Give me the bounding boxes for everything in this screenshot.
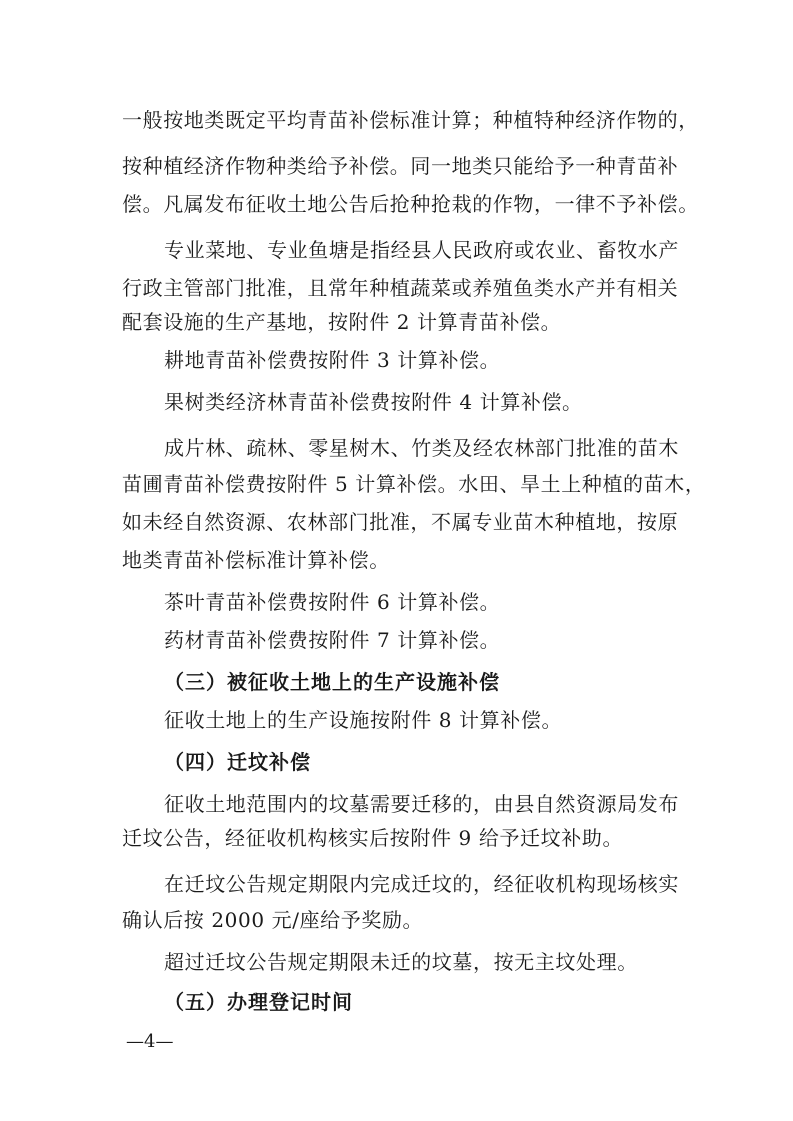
body-text-line: 确认后按 2000 元/座给予奖励。 xyxy=(122,908,424,932)
body-text-line: 偿。凡属发布征收土地公告后抢种抢栽的作物，一律不予补偿。 xyxy=(122,192,699,216)
body-text-line: 迁坟公告，经征收机构核实后按附件 9 给予迁坟补助。 xyxy=(122,826,624,850)
body-text-line: 配套设施的生产基地，按附件 2 计算青苗补偿。 xyxy=(122,310,562,334)
body-text-line: 地类青苗补偿标准计算补偿。 xyxy=(122,548,390,572)
body-text-line: 超过迁坟公告规定期限未迁的坟墓，按无主坟处理。 xyxy=(164,950,638,974)
body-text-line: 苗圃青苗补偿费按附件 5 计算补偿。水田、旱土上种植的苗木， xyxy=(122,472,706,496)
section-heading: （三）被征收土地上的生产设施补偿 xyxy=(164,670,500,694)
body-text-line: 征收土地范围内的坟墓需要迁移的，由县自然资源局发布 xyxy=(164,792,679,816)
body-text-line: 成片林、疏林、零星树木、竹类及经农林部门批准的苗木 xyxy=(164,436,679,460)
page-number: —4— xyxy=(126,1031,174,1052)
body-text-line: 按种植经济作物种类给予补偿。同一地类只能给予一种青苗补 xyxy=(122,154,679,178)
body-text-line: 茶叶青苗补偿费按附件 6 计算补偿。 xyxy=(164,590,501,614)
section-heading: （四）迁坟补偿 xyxy=(164,750,311,774)
body-text-line: 耕地青苗补偿费按附件 3 计算补偿。 xyxy=(164,348,501,372)
body-text-line: 药材青苗补偿费按附件 7 计算补偿。 xyxy=(164,628,501,652)
section-heading: （五）办理登记时间 xyxy=(164,990,353,1014)
body-text-line: 在迁坟公告规定期限内完成迁坟的，经征收机构现场核实 xyxy=(164,872,679,896)
body-text-line: 行政主管部门批准，且常年种植蔬菜或养殖鱼类水产并有相关 xyxy=(122,276,679,300)
body-text-line: 征收土地上的生产设施按附件 8 计算补偿。 xyxy=(164,708,563,732)
body-text-line: 果树类经济林青苗补偿费按附件 4 计算补偿。 xyxy=(164,390,583,414)
body-text-line: 专业菜地、专业鱼塘是指经县人民政府或农业、畜牧水产 xyxy=(164,238,679,262)
body-text-line: 如未经自然资源、农林部门批准，不属专业苗木种植地，按原 xyxy=(122,510,679,534)
body-text-line: 一般按地类既定平均青苗补偿标准计算；种植特种经济作物的， xyxy=(122,108,699,132)
